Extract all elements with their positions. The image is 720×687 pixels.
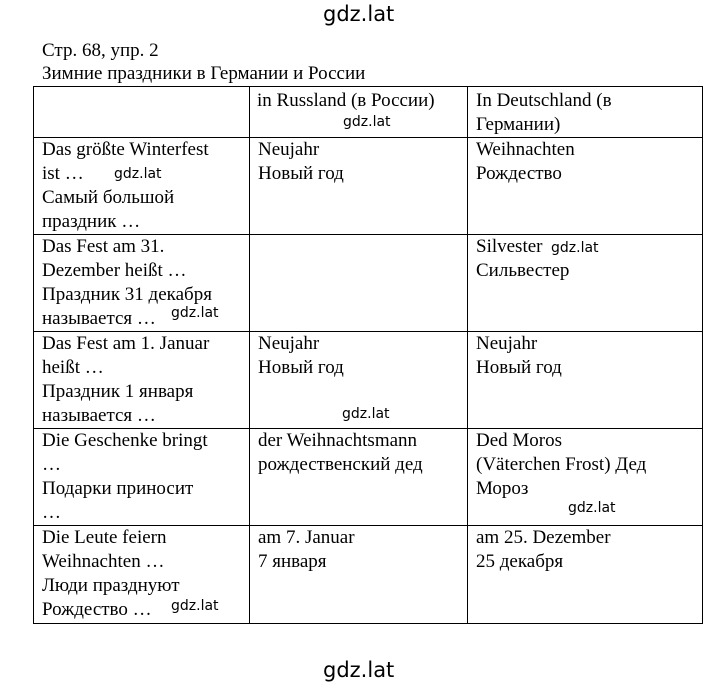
answer-line: Neujahr [258, 139, 320, 160]
page-reference: Стр. 68, упр. 2 [42, 40, 159, 61]
russia-answer-cell [250, 429, 468, 526]
answer-line: 7 января [258, 551, 327, 572]
watermark-row1: gdz.lat [114, 166, 162, 182]
russia-answer-cell [250, 235, 468, 332]
question-cell [34, 526, 250, 624]
germany-answer-cell [468, 429, 703, 526]
question-ru-line: Рождество … [42, 599, 152, 620]
answer-line: am 25. Dezember [476, 527, 611, 548]
question-ru-line: Люди празднуют [42, 575, 180, 596]
answer-line: рождественский дед [258, 454, 423, 475]
question-de-line: Das größte Winterfest [42, 139, 209, 160]
question-ru-line: Праздник 1 января [42, 381, 194, 402]
answer-line: Новый год [476, 357, 562, 378]
page-title: Зимние праздники в Германии и России [42, 63, 366, 84]
question-cell [34, 235, 250, 332]
question-ru-line: Самый большой [42, 187, 175, 208]
table-header-row [34, 87, 703, 138]
holidays-table [33, 86, 703, 624]
question-de-line: Weihnachten … [42, 551, 165, 572]
question-ru-line: праздник … [42, 211, 141, 232]
watermark-row2b: gdz.lat [171, 305, 219, 321]
russia-answer-cell [250, 332, 468, 429]
question-ru-line: называется … [42, 308, 156, 329]
answer-line: Silvester [476, 236, 543, 257]
answer-line: der Weihnachtsmann [258, 430, 418, 451]
question-ru-line: … [42, 502, 61, 523]
question-ru-line: Подарки приносит [42, 478, 194, 499]
question-de-line: … [42, 454, 61, 475]
germany-answer-cell [468, 235, 703, 332]
question-cell [34, 332, 250, 429]
watermark-header-cell: gdz.lat [343, 114, 391, 130]
question-de-line: Das Fest am 31. [42, 236, 165, 257]
question-ru-line: называется … [42, 405, 156, 426]
table-row [34, 526, 703, 624]
germany-answer-cell [468, 138, 703, 235]
answer-line: Neujahr [476, 333, 538, 354]
table-row [34, 332, 703, 429]
header-cell-empty [34, 87, 250, 138]
question-de-line: ist … [42, 163, 84, 184]
answer-line: am 7. Januar [258, 527, 355, 548]
watermark-row5: gdz.lat [171, 598, 219, 614]
watermark-bottom: gdz.lat [323, 658, 395, 682]
answer-line: Новый год [258, 163, 344, 184]
table-row [34, 429, 703, 526]
question-de-line: Das Fest am 1. Januar [42, 333, 210, 354]
table-row [34, 138, 703, 235]
header-cell-germany: In Deutschland (в Германии) [468, 87, 703, 138]
germany-answer-cell [468, 526, 703, 624]
answer-line: Weihnachten [476, 139, 575, 160]
russia-answer-cell [250, 138, 468, 235]
watermark-top: gdz.lat [323, 2, 395, 26]
answer-line: Новый год [258, 357, 344, 378]
answer-line: Neujahr [258, 333, 320, 354]
table-row [34, 235, 703, 332]
answer-line: (Väterchen Frost) Дед [476, 454, 647, 475]
germany-answer-cell [468, 332, 703, 429]
answer-line: 25 декабря [476, 551, 564, 572]
question-ru-line: Праздник 31 декабря [42, 284, 212, 305]
question-de-line: Die Leute feiern [42, 527, 167, 548]
answer-line: Мороз [476, 478, 529, 499]
watermark-row4: gdz.lat [568, 500, 616, 516]
question-cell [34, 429, 250, 526]
answer-line: Ded Moros [476, 430, 563, 451]
russia-answer-cell [250, 526, 468, 624]
watermark-row3: gdz.lat [342, 406, 390, 422]
question-de-line: heißt … [42, 357, 104, 378]
answer-line: Рождество [476, 163, 562, 184]
header-cell-russia: in Russland (в России) [250, 87, 468, 138]
question-de-line: Die Geschenke bringt [42, 430, 208, 451]
question-de-line: Dezember heißt … [42, 260, 187, 281]
answer-line: Сильвестер [476, 260, 570, 281]
question-cell [34, 138, 250, 235]
watermark-row2: gdz.lat [551, 240, 599, 256]
